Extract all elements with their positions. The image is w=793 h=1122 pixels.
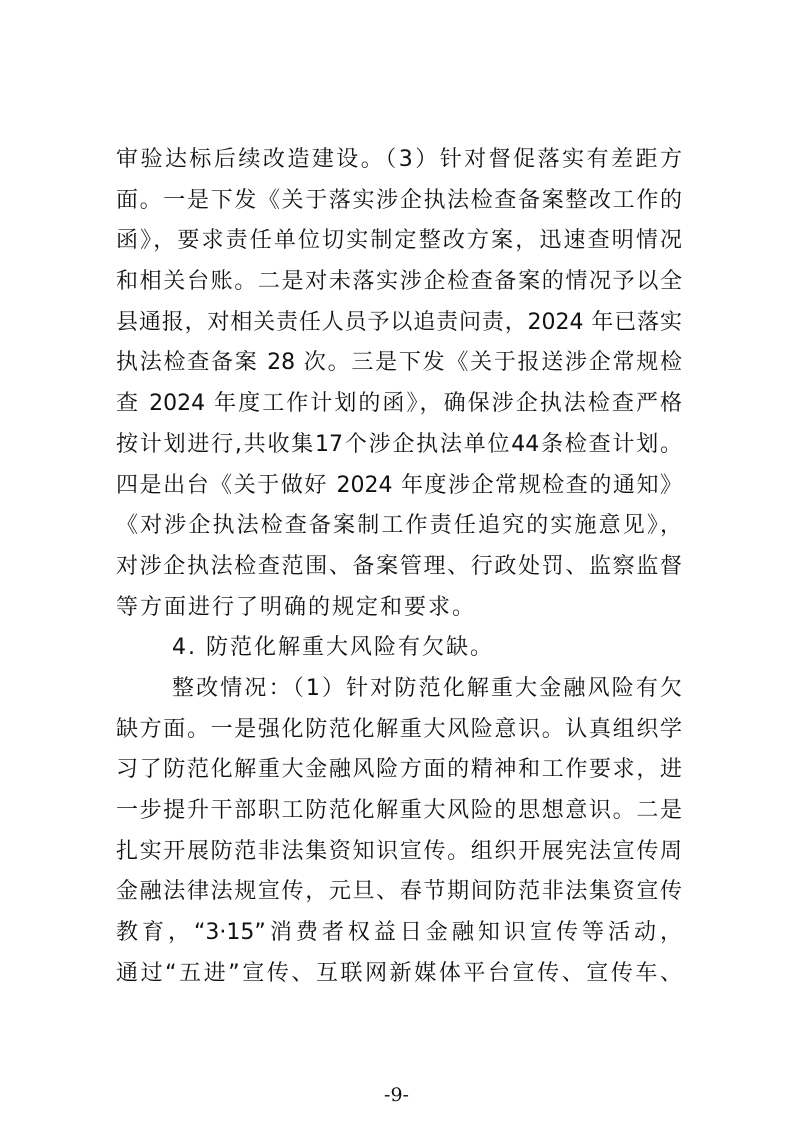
text-line: 函》，要求责任单位切实制定整改方案，迅速查明情况: [116, 228, 682, 254]
text-line: 教育，“3·15”消费者权益日金融知识宣传等活动，: [116, 920, 682, 946]
text-line: 面。一是下发《关于落实涉企执法检查备案整改工作的: [116, 187, 682, 213]
text-line: 审验达标后续改造建设。（3）针对督促落实有差距方: [116, 147, 682, 172]
text-line: 扎实开展防范非法集资知识宣传。组织开展宪法宣传周: [116, 838, 682, 864]
text-line: 四是出台《关于做好 2024 年度涉企常规检查的通知》: [116, 472, 682, 498]
section-heading: 4. 防范化解重大风险有欠缺。: [172, 635, 494, 661]
text-line: 和相关台账。二是对未落实涉企检查备案的情况予以全: [116, 269, 682, 295]
text-line: 县通报，对相关责任人员予以追责问责，2024 年已落实: [116, 309, 682, 335]
text-line: 查 2024 年度工作计划的函》，确保涉企执法检查严格: [116, 391, 682, 417]
page-number: -9-: [384, 1084, 409, 1106]
text-line: 缺方面。一是强化防范化解重大风险意识。认真组织学: [116, 716, 682, 742]
text-line: 执法检查备案 28 次。三是下发《关于报送涉企常规检: [116, 350, 682, 376]
text-line: 一步提升干部职工防范化解重大风险的思想意识。二是: [116, 798, 682, 823]
text-line: 通过“五进”宣传、互联网新媒体平台宣传、宣传车、: [116, 960, 682, 986]
text-line: 对涉企执法检查范围、备案管理、行政处罚、监察监督: [116, 553, 682, 579]
text-line: 按计划进行,共收集17个涉企执法单位44条检查计划。: [116, 431, 682, 457]
text-line: 金融法律法规宣传，元旦、春节期间防范非法集资宣传: [116, 879, 682, 905]
text-line: 《对涉企执法检查备案制工作责任追究的实施意见》，: [116, 513, 682, 539]
text-line: 整改情况：（1）针对防范化解重大金融风险有欠: [172, 675, 682, 701]
document-body: [116, 140, 682, 994]
text-line: 等方面进行了明确的规定和要求。: [116, 594, 477, 620]
text-line: 习了防范化解重大金融风险方面的精神和工作要求，进: [116, 757, 682, 783]
